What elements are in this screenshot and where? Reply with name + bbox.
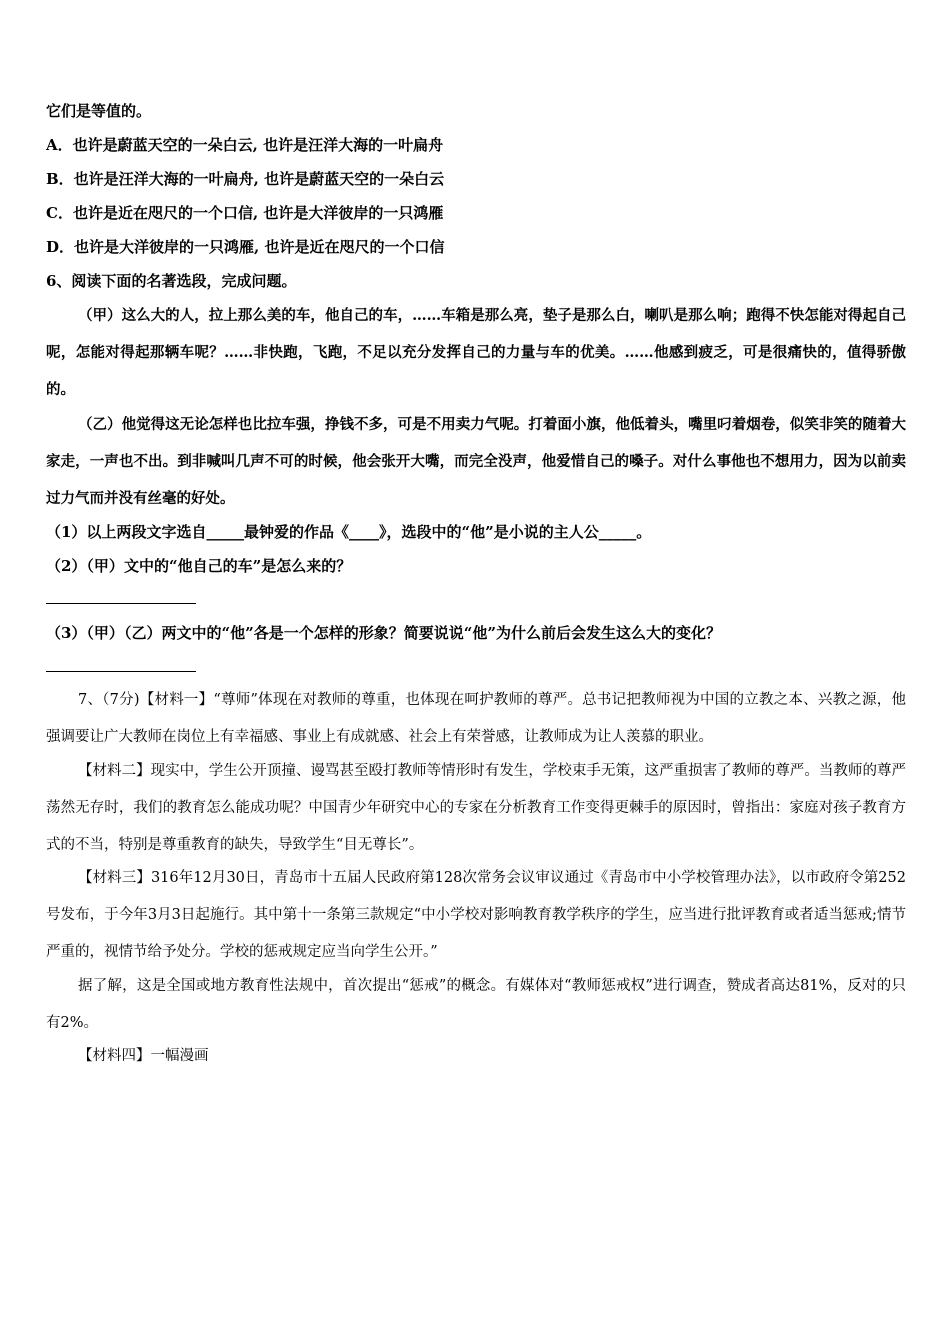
question-6-sub-1: （1）以上两段文字选自_____最钟爱的作品《____》，选段中的“他”是小说的主人公_____。 <box>46 523 652 541</box>
option-b: B．也许是汪洋大海的一叶扁舟, 也许是蔚蓝天空的一朵白云 <box>46 170 445 188</box>
option-c: C．也许是近在咫尺的一个口信, 也许是大洋彼岸的一只鸿雁 <box>46 204 444 222</box>
answer-line-3 <box>46 671 196 672</box>
survey-paragraph: 据了解，这是全国或地方教育性法规中，首次提出“惩戒”的概念。有媒体对“教师惩戒权”进行调查，赞成者高达81%，反对的只有2%。 <box>46 978 906 1031</box>
option-a: A．也许是蔚蓝天空的一朵白云, 也许是汪洋大海的一叶扁舟 <box>46 136 444 154</box>
question-6-sub-3: （3）（甲）（乙）两文中的“他”各是一个怎样的形象？简要说说“他”为什么前后会发生这么大的变化？ <box>46 624 721 642</box>
question-6-sub-2: （2）（甲）文中的“他自己的车”是怎么来的？ <box>46 557 352 575</box>
passage-yi: （乙）他觉得这无论怎样也比拉车强，挣钱不多，可是不用卖力气呢。打着面小旗，他低着头，嘴里叼着烟卷，似笑非笑的随着大家走，一声也不出。到非喊叫几声不可的时候，他会张开大嘴，而完全没声，他爱惜自己的嗓子。对什么事他也不想用力，因为以前卖过力气而并没有丝毫的好处。 <box>46 416 906 507</box>
question-6-heading: 6、阅读下面的名著选段，完成问题。 <box>46 272 297 290</box>
answer-line-2 <box>46 603 196 604</box>
material-2: 【材料二】现实中，学生公开顶撞、谩骂甚至殴打教师等情形时有发生，学校束手无策，这严重损害了教师的尊严。当教师的尊严荡然无存时，我们的教育怎么能成功呢？中国青少年研究中心的专家在分析教育工作变得更棘手的原因时，曾指出：家庭对孩子教育方式的不当，特别是尊重教育的缺失，导致学生“目无尊长”。 <box>46 763 906 853</box>
intro-line: 它们是等值的。 <box>46 102 152 120</box>
material-4: 【材料四】一幅漫画 <box>78 1048 209 1064</box>
passage-jia: （甲）这么大的人，拉上那么美的车，他自己的车，……车箱是那么亮，垫子是那么白，喇叭是那么响；跑得不快怎能对得起自己呢，怎能对得起那辆车呢？……非快跑，飞跑，不足以充分发挥自己的力量与车的优美。……他感到疲乏，可是很痛快的，值得骄傲的。 <box>46 307 906 398</box>
material-1: 7、（7分)【材料一】“尊师”体现在对教师的尊重，也体现在呵护教师的尊严。总书记把教师视为中国的立教之本、兴教之源，他强调要让广大教师在岗位上有幸福感、事业上有成就感、社会上有荣誉感，让教师成为让人羡慕的职业。 <box>46 692 906 745</box>
option-d: D．也许是大洋彼岸的一只鸿雁, 也许是近在咫尺的一个口信 <box>46 238 445 256</box>
material-3: 【材料三】316年12月30日，青岛市十五届人民政府第128次常务会议审议通过《青岛市中小学校管理办法》，以市政府令第252号发布，于今年3月3日起施行。其中第十一条第三款规定“中小学校对影响教育教学秩序的学生，应当进行批评教育或者适当惩戒;情节严重的，视情节给予处分。学校的惩戒规定应当向学生公开。” <box>46 870 906 960</box>
